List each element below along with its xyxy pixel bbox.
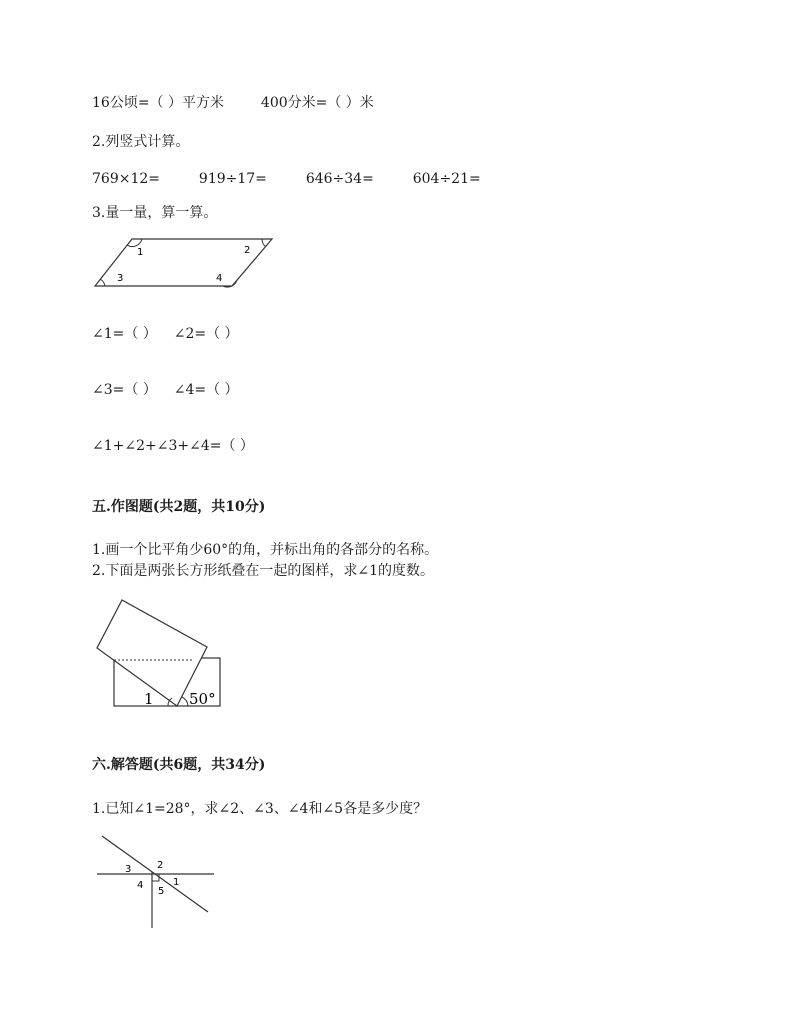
question-overlapping-paper: 2.下面是两张长方形纸叠在一起的图样，求∠1的度数。 <box>92 563 434 579</box>
question-title-measure: 3.量一量，算一算。 <box>92 205 218 221</box>
figure-angle-label-50: 50° <box>189 690 216 708</box>
line-angle-label-1: 1 <box>173 877 180 888</box>
angle-answer-1: ∠1=（ ） <box>92 326 157 342</box>
line-angle-label-5: 5 <box>158 886 165 897</box>
angle-arc-2 <box>262 239 266 247</box>
angle-answer-row-2 <box>92 381 239 399</box>
angle-sum-answer: ∠1+∠2+∠3+∠4=（ ） <box>92 438 254 454</box>
angle-label-2: 2 <box>244 245 251 256</box>
line-angle-label-2: 2 <box>157 860 164 871</box>
conversion-item-hectare: 16公顷=（ ）平方米 <box>92 95 224 111</box>
line-angle-label-3: 3 <box>125 864 132 875</box>
angle-answer-4: ∠4=（ ） <box>173 382 239 398</box>
calculation-row <box>92 170 481 188</box>
angle-label-1: 1 <box>137 247 144 258</box>
section-heading-solutions: 六.解答题(共6题，共34分) <box>92 757 266 773</box>
intersecting-lines-figure <box>94 830 219 930</box>
angle-arc-50 <box>182 697 188 706</box>
calculation-item: 769×12= <box>92 171 160 187</box>
conversion-line <box>92 94 374 112</box>
overlapping-rectangles-figure <box>94 598 234 713</box>
parallelogram-figure <box>90 234 290 294</box>
question-title-vertical-calculation: 2.列竖式计算。 <box>92 134 190 150</box>
calculation-item: 646÷34= <box>305 171 374 187</box>
question-intersecting-lines: 1.已知∠1=28°，求∠2、∠3、∠4和∠5各是多少度？ <box>92 801 428 817</box>
calculation-item: 919÷17= <box>198 171 267 187</box>
angle-label-4: 4 <box>216 273 223 284</box>
conversion-item-decimeter: 400分米=（ ）米 <box>260 95 374 111</box>
line-angle-label-4: 4 <box>137 880 144 891</box>
calculation-item: 604÷21= <box>412 171 481 187</box>
angle-answer-row-1 <box>92 325 239 343</box>
angle-answer-3: ∠3=（ ） <box>92 382 157 398</box>
angle-arc-3 <box>100 279 105 286</box>
angle-answer-2: ∠2=（ ） <box>173 326 239 342</box>
figure-angle-label-1: 1 <box>144 690 154 708</box>
angle-label-3: 3 <box>117 273 124 284</box>
section-heading-drawing: 五.作图题(共2题，共10分) <box>92 499 266 515</box>
question-draw-angle: 1.画一个比平角少60°的角，并标出角的各部分的名称。 <box>92 542 439 558</box>
